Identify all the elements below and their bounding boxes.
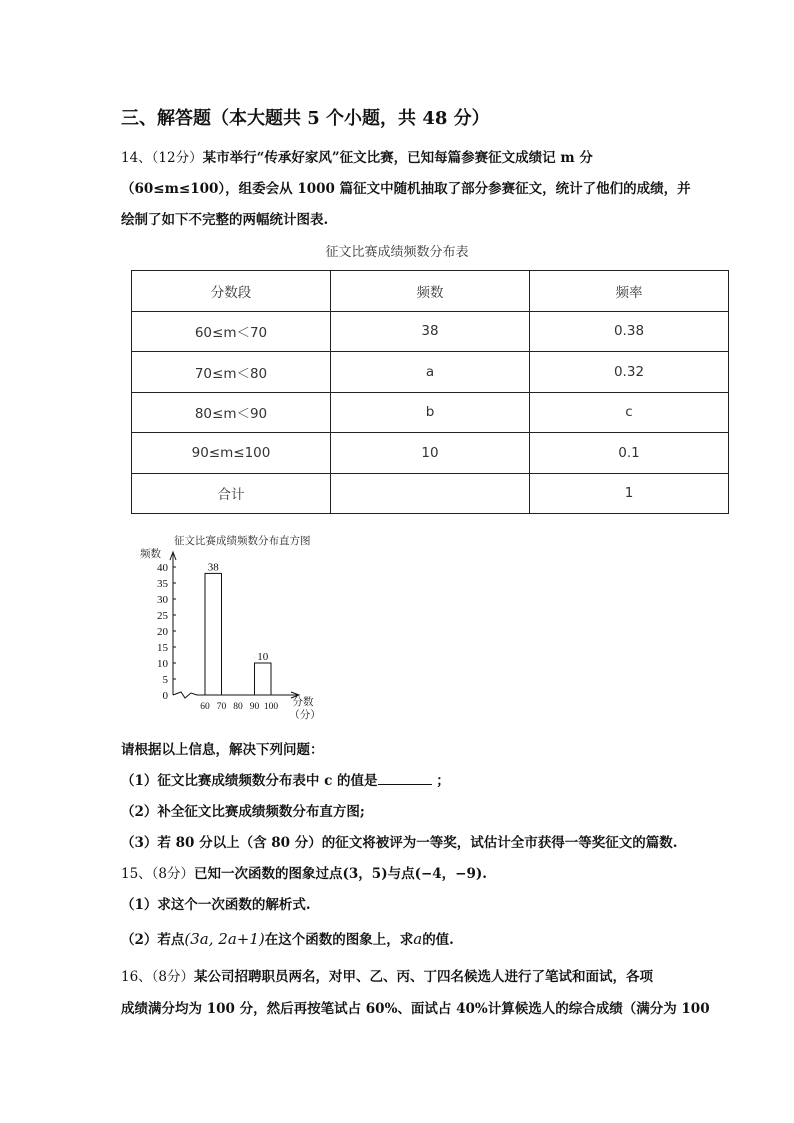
table-header: 频率 xyxy=(530,271,729,312)
q15-variable: a xyxy=(413,930,423,948)
table-cell xyxy=(331,473,530,514)
q14-sub1-text: （1）征文比赛成绩频数分布表中 c 的值是 xyxy=(121,773,378,789)
answer-blank xyxy=(378,772,432,785)
table-cell: 70≤m＜80 xyxy=(132,352,331,393)
q14-sub2: （2）补全征文比赛成绩频数分布直方图; xyxy=(121,804,365,820)
frequency-table xyxy=(131,270,729,514)
table-header: 频数 xyxy=(331,271,530,312)
histogram-bar xyxy=(255,663,272,695)
x-axis-break xyxy=(173,692,197,698)
q14-line1-text: 某市举行“传承好家风”征文比赛，已知每篇参赛征文成绩记 m 分 xyxy=(202,150,593,166)
q16-line1-text: 某公司招聘职员两名，对甲、乙、丙、丁四名候选人进行了笔试和面试，各项 xyxy=(194,969,654,985)
y-tick-label: 20 xyxy=(157,626,168,638)
q15-sub2 xyxy=(121,928,454,948)
table-cell: 1 xyxy=(530,473,729,514)
table-row xyxy=(132,433,729,474)
table-row xyxy=(132,473,729,514)
y-tick-label: 30 xyxy=(157,594,168,606)
table-cell: c xyxy=(530,392,729,433)
table-cell: 38 xyxy=(331,311,530,352)
chart-title: 征文比赛成绩频数分布直方图 xyxy=(174,535,311,547)
q14-sub1-end: ； xyxy=(436,773,450,789)
q16-number: 16、（8分） xyxy=(121,969,195,985)
q15-sub2-mid: 在这个函数的图象上，求 xyxy=(264,932,414,948)
q15-sub2-text: （2）若点 xyxy=(121,932,185,948)
table-caption: 征文比赛成绩频数分布表 xyxy=(325,245,469,260)
table-cell: 60≤m＜70 xyxy=(132,311,331,352)
x-tick-label: 90 xyxy=(249,702,260,712)
q15-point-expression: (3a, 2a+1) xyxy=(184,930,265,948)
y-tick-label: 5 xyxy=(162,674,168,686)
table-row xyxy=(132,392,729,433)
q14-line2: （60≤m≤100），组委会从 1000 篇征文中随机抽取了部分参赛征文，统计了他们的成绩，并 xyxy=(121,181,691,197)
table-row xyxy=(132,352,729,393)
x-tick-label: 70 xyxy=(216,702,227,712)
table-row xyxy=(132,311,729,352)
q15-number: 15、（8分） xyxy=(121,866,195,882)
table-cell: a xyxy=(331,352,530,393)
q14-sub3: （3）若 80 分以上（含 80 分）的征文将被评为一等奖，试估计全市获得一等奖征文的篇数. xyxy=(121,835,678,851)
y-tick-label: 40 xyxy=(157,562,168,574)
x-tick-label: 60 xyxy=(200,702,210,712)
q15-sub2-end: 的值. xyxy=(422,932,454,948)
table-cell: 0.32 xyxy=(530,352,729,393)
q14-line1 xyxy=(121,146,593,166)
q15-line1-text: 已知一次函数的图象过点(3，5)与点(−4，−9). xyxy=(194,866,487,882)
table-header-row xyxy=(132,271,729,312)
y-tick-label: 15 xyxy=(157,642,168,654)
table-cell: b xyxy=(331,392,530,433)
q15-line1 xyxy=(121,862,487,882)
x-tick-label: 100 xyxy=(263,702,279,712)
q15-sub1: （1）求这个一次函数的解析式. xyxy=(121,897,311,913)
bar-value-label: 38 xyxy=(207,561,219,574)
table-cell: 0.1 xyxy=(530,433,729,474)
q14-sub1 xyxy=(121,769,450,789)
q14-number: 14、（12分） xyxy=(121,150,203,166)
table-cell: 0.38 xyxy=(530,311,729,352)
bar-value-label: 10 xyxy=(257,651,269,663)
q16-line1 xyxy=(121,965,653,985)
histogram-bar xyxy=(205,573,222,695)
y-tick-label: 35 xyxy=(157,578,168,590)
x-axis-unit: （分） xyxy=(289,709,321,721)
q16-line2: 成绩满分均为 100 分，然后再按笔试占 60%、面试占 40%计算候选人的综合成绩（满分为 100 xyxy=(121,1001,710,1017)
table-cell: 90≤m≤100 xyxy=(132,433,331,474)
table-header: 分数段 xyxy=(132,271,331,312)
q14-line3: 绘制了如下不完整的两幅统计图表. xyxy=(121,212,329,228)
section-title: 三、解答题（本大题共 5 个小题，共 48 分） xyxy=(121,108,490,129)
y-tick-label: 10 xyxy=(157,658,168,670)
frequency-histogram xyxy=(140,530,340,725)
y-tick-label: 0 xyxy=(162,690,168,702)
table-cell: 80≤m＜90 xyxy=(132,392,331,433)
y-axis-label: 频数 xyxy=(140,548,161,560)
table-cell: 10 xyxy=(331,433,530,474)
q14-prompt: 请根据以上信息，解决下列问题： xyxy=(121,742,324,758)
table-cell: 合计 xyxy=(132,473,331,514)
x-axis-label: 分数 xyxy=(292,696,314,708)
y-tick-label: 25 xyxy=(157,610,168,622)
x-tick-label: 80 xyxy=(233,702,243,712)
